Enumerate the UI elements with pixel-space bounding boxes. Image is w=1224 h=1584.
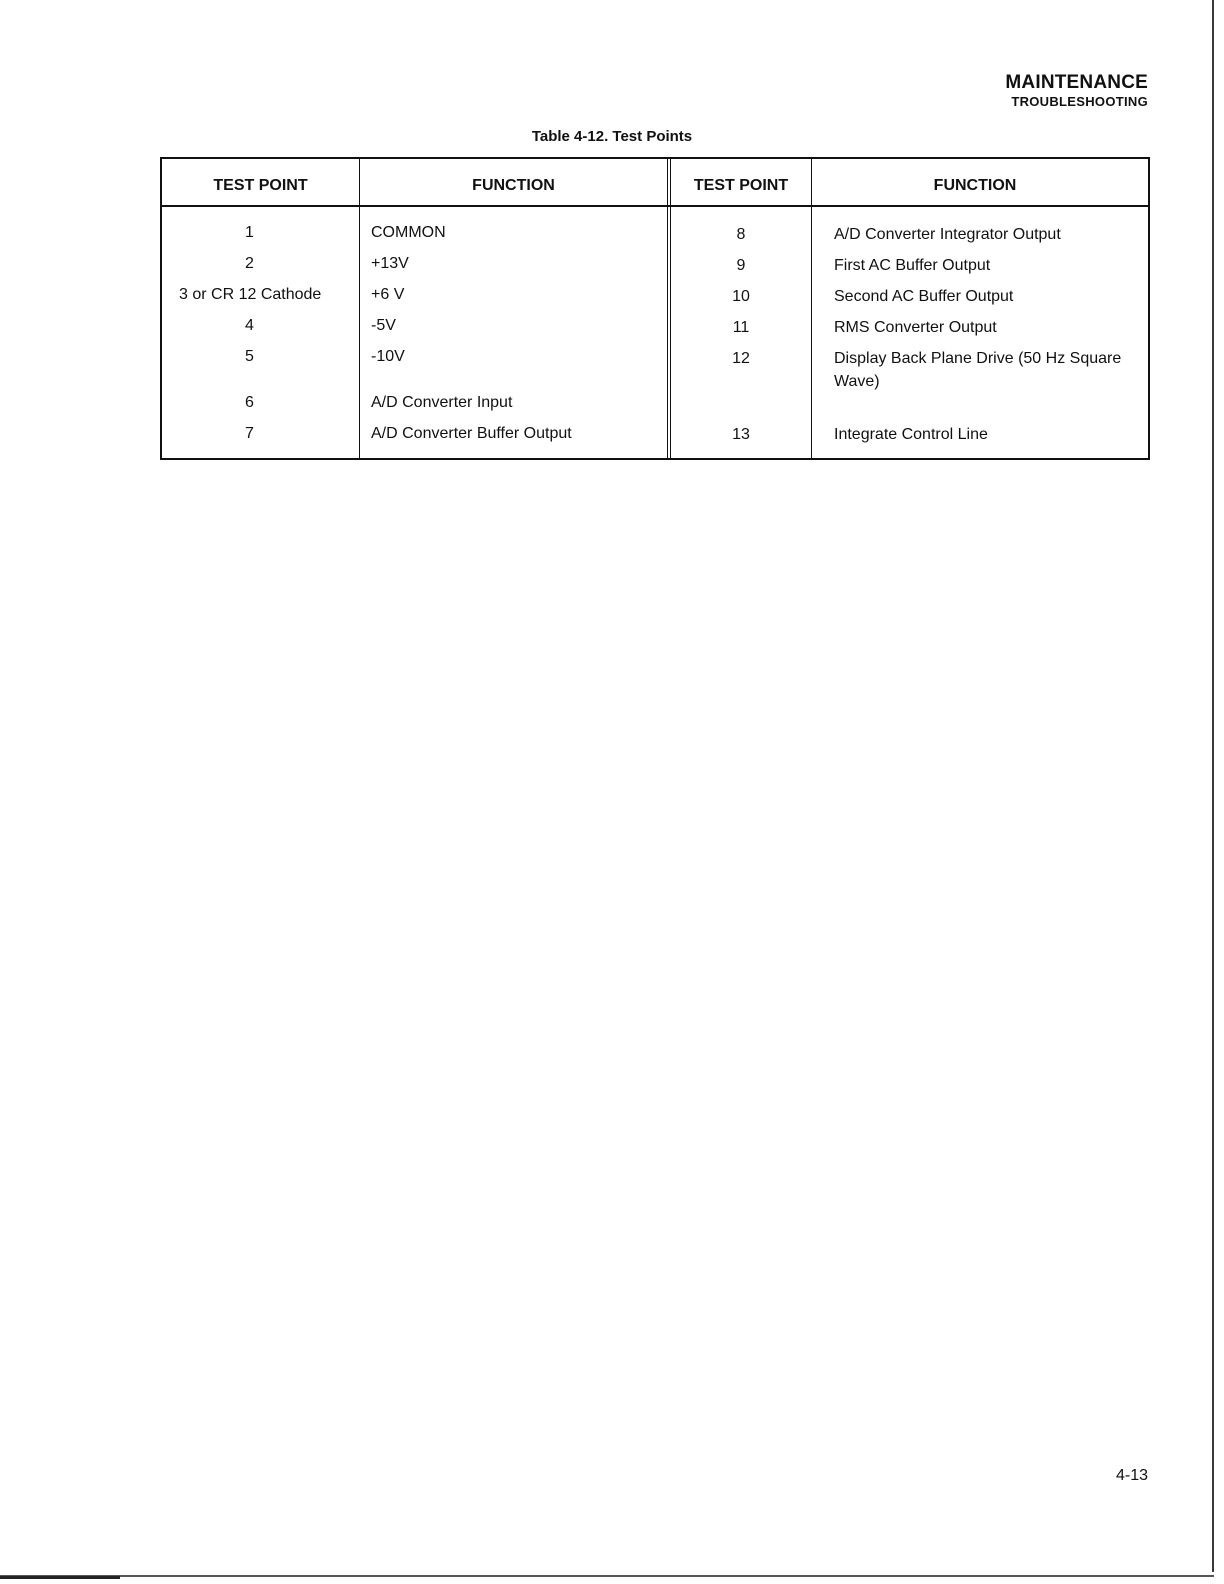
left-test-point-cell: 5 [245,348,254,365]
subsection-title: TROUBLESHOOTING [1011,94,1148,109]
left-function-cell: A/D Converter Input [371,394,513,411]
left-test-point-cell: 4 [245,317,254,334]
left-function-cell: +13V [371,255,409,272]
left-function-cell: -5V [371,317,396,334]
right-test-point-cell: 11 [732,319,750,336]
left-test-point-cell: 6 [245,394,254,411]
left-test-point-cell: 3 or CR 12 Cathode [179,286,322,303]
right-test-point-cell: 12 [732,350,750,367]
right-function-cell: First AC Buffer Output [834,257,991,274]
column-header-function-right: FUNCTION [933,177,1017,194]
test-points-table [160,157,1150,460]
right-test-point-cell: 8 [736,226,746,243]
right-function-cell: Second AC Buffer Output [834,288,1014,305]
left-function-cell: COMMON [371,224,446,241]
column-header-test-point-left: TEST POINT [213,177,308,194]
left-test-point-cell: 2 [245,255,254,272]
page-number: 4-13 [1115,1467,1148,1484]
section-title: MAINTENANCE [1005,72,1148,93]
table-caption: Table 4-12. Test Points [531,128,693,145]
left-test-point-cell: 1 [245,224,254,241]
right-test-point-cell: 13 [732,426,750,443]
page-right-edge [1212,0,1214,1572]
column-divider [359,159,360,458]
left-function-cell: +6 V [371,286,405,303]
column-header-function-left: FUNCTION [472,177,555,194]
left-function-cell: A/D Converter Buffer Output [371,425,572,442]
page-bottom-edge [0,1575,1214,1577]
right-function-cell: Display Back Plane Drive (50 Hz Square Wave) [834,350,1122,390]
column-divider [811,159,812,458]
center-double-divider [667,159,671,458]
right-test-point-cell: 10 [732,288,750,305]
running-header [1005,72,1148,110]
left-function-cell: -10V [371,348,405,365]
right-function-cell: Integrate Control Line [834,426,988,443]
column-header-test-point-right: TEST POINT [693,177,789,194]
page-bottom-edge-mark [0,1576,120,1579]
right-function-cell: RMS Converter Output [834,319,997,336]
left-test-point-cell: 7 [245,425,254,442]
right-function-cell: A/D Converter Integrator Output [834,226,1061,243]
header-rule [162,205,1148,207]
right-test-point-cell: 9 [736,257,746,274]
